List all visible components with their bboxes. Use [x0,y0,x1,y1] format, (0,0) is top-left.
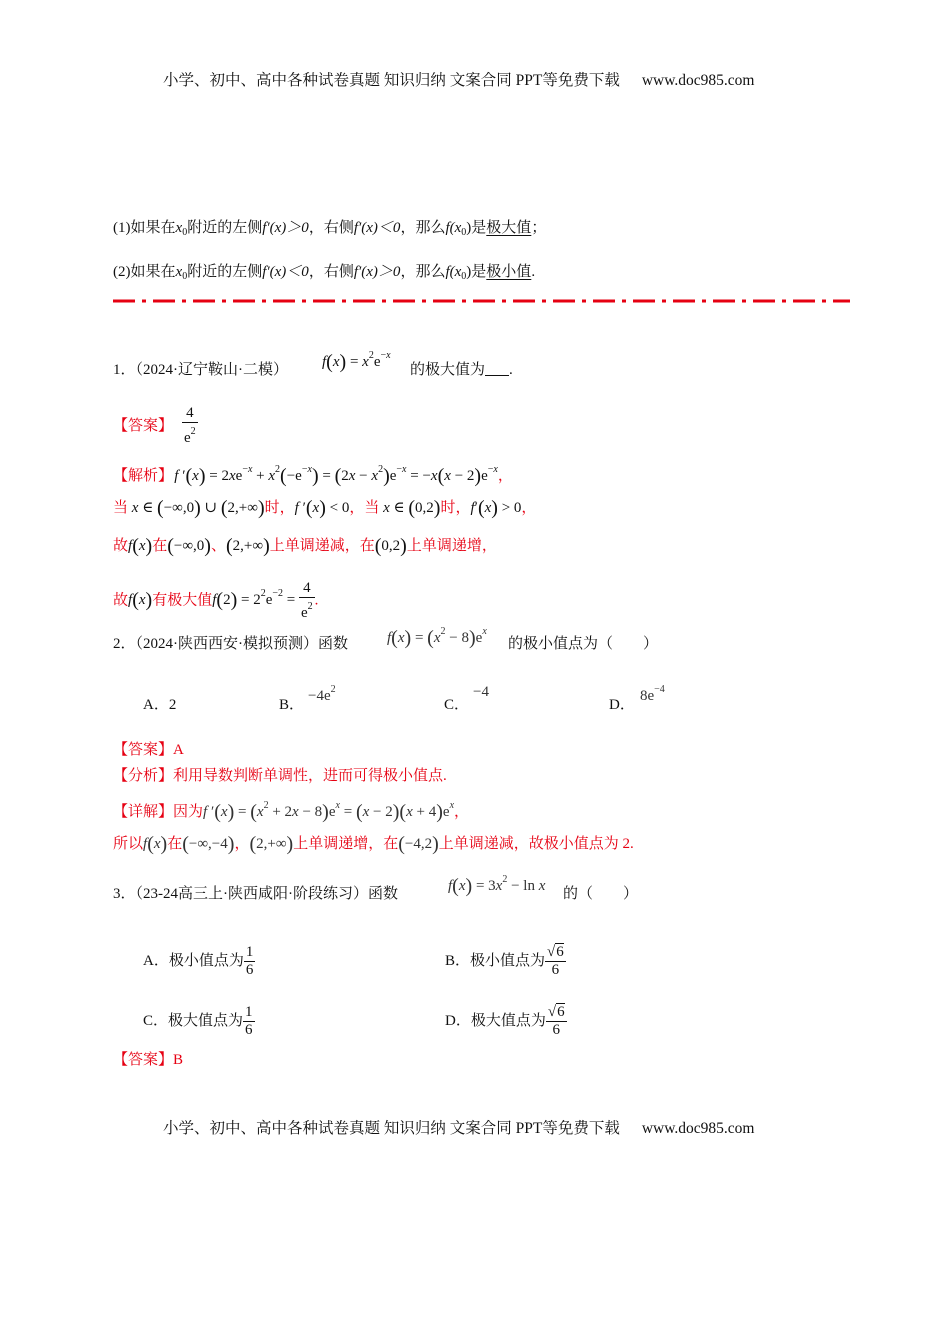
q3-option-d[interactable]: D．极大值点为 $\frac{√6}{6}$ [445,1004,565,1038]
q2-option-c[interactable]: C． [444,697,470,713]
page-footer [163,1116,754,1138]
q2-prompt: 的极小值点为（ ） [508,636,659,652]
q2-answer: 【答案】A [113,742,184,758]
q1-analysis-line-1: 【解析】 f $'(x) = 2xe^{-x} + x^2(-e^{-x}) = (2x - x^2)e^{-x} = -x(x - 2)e^{-x}$， [113,464,513,487]
question-1: 1．（2024·辽宁鞍山·二模） [113,362,289,378]
header-url[interactable]: www.doc985.com [641,72,755,89]
q1-analysis-line-3: 故f(x)在(−∞,0)、(2,+∞)上单调递减，在(0,2)上单调递增， [113,535,497,557]
q1-prompt: 的极大值为 . [410,362,513,378]
section-divider [113,299,850,303]
key-term-max: 极大值 [486,220,532,236]
rule-1: (1)如果在$x_0$附近的左侧f′(x)＞0，右侧f′(x)＜0，那么$f(x_0)$是极大值； [113,220,547,238]
q2-option-b[interactable]: B． [279,697,305,713]
header-text: 小学、初中、高中各种试卷真题 知识归纳 文案合同 PPT等免费下载 [163,72,620,89]
key-term-min: 极小值 [486,264,532,280]
rule-2: (2)如果在$x_0$附近的左侧f′(x)＜0，右侧f′(x)＞0，那么$f(x_0)$是极小值. [113,264,536,282]
q2-option-d[interactable]: D． [609,697,635,713]
q3-option-b[interactable]: B．极小值点为 $\frac{√6}{6}$ [445,944,564,978]
q1-analysis-line-2: 当 x ∈ (−∞,0) ∪ (2,+∞)时，f ′(x) < 0，当 x ∈ (0,2)时，f′(x) > 0， [113,497,537,519]
q1-function: $f(x) = x^2e^{-x}$ [322,350,391,373]
q2-option-a[interactable]: A．2 [143,697,177,713]
q2-function: $f(x) = (x^2 - 8)e^x$ [387,626,487,649]
page-header [163,68,754,90]
q2-option-b-value: $-4e^2$ [308,684,336,704]
q3-answer: 【答案】B [113,1052,184,1068]
q1-answer-fraction: $\frac{4}{e^2}$ [184,405,196,446]
question-3: 3．（23-24高三上·陕西咸阳·阶段练习）函数 [113,886,399,902]
answer-blank [485,361,509,376]
question-2: 2．（2024·陕西西安·模拟预测）函数 [113,636,349,652]
q2-detail-line-2: 所以f(x)在(−∞,−4)，(2,+∞)上单调递增，在(−4,2)上单调递减，故极小值点为 2. [113,833,634,855]
footer-text: 小学、初中、高中各种试卷真题 知识归纳 文案合同 PPT等免费下载 [163,1120,620,1137]
q3-function: $f(x) = 3x^2 - \ln x$ [448,874,546,897]
q2-fenxi: 【分析】利用导数判断单调性，进而可得极小值点. [113,768,447,784]
q3-option-a[interactable]: A．极小值点为 $\frac{1}{6}$ [143,944,254,978]
q2-option-c-value: −4 [473,684,489,700]
q2-detail-line-1: 【详解】因为f $'(x) = (x^2 + 2x - 8)e^x = (x - 2)(x + 4)e^x$， [113,800,470,823]
q3-prompt: 的（ ） [563,886,639,902]
q1-analysis-line-4: 故f(x)有极大值$f(2) = 2^2e^{-2}$ = $\frac{4}{e^2}$ . [113,580,319,621]
q2-option-d-value: $8e^{-4}$ [640,684,665,704]
q3-option-c[interactable]: C．极大值点为 $\frac{1}{6}$ [143,1004,253,1038]
q1-answer: 【答案】 [113,418,174,434]
footer-url[interactable]: www.doc985.com [641,1120,755,1137]
